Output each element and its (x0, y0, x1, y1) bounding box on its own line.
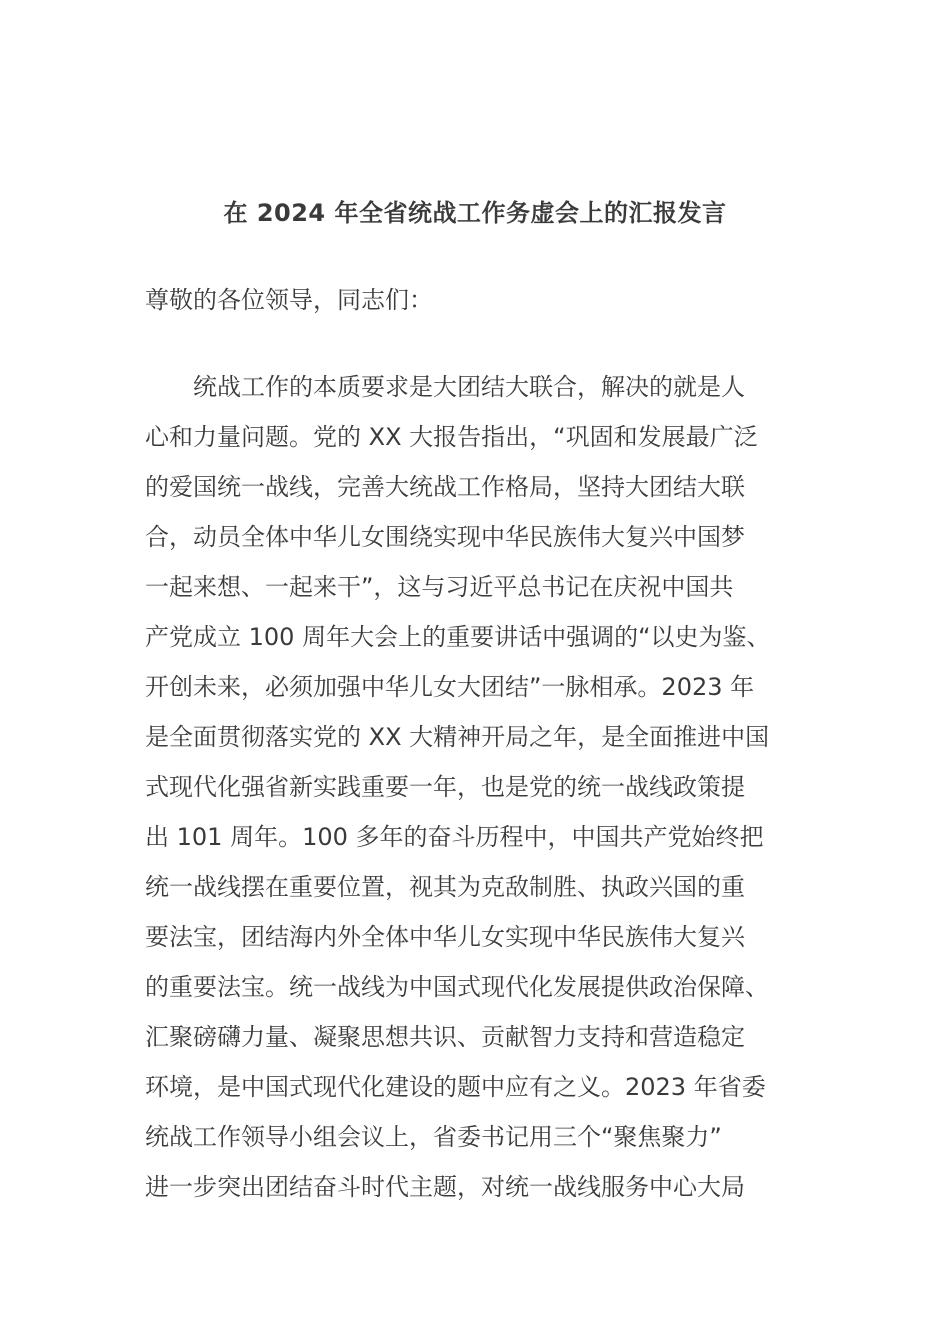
paragraph-line: 进一步突出团结奋斗时代主题，对统一战线服务中心大局 (145, 1173, 745, 1201)
paragraph-line: 一起来想、一起来干”，这与习近平总书记在庆祝中国共 (145, 573, 734, 601)
paragraph-line: 心和力量问题。党的 XX 大报告指出，“巩固和发展最广泛 (145, 423, 758, 451)
paragraph-line: 汇聚磅礴力量、凝聚思想共识、贡献智力支持和营造稳定 (145, 1023, 745, 1051)
body-paragraph (145, 362, 805, 1212)
paragraph-line: 式现代化强省新实践重要一年，也是党的统一战线政策提 (145, 773, 745, 801)
paragraph-line: 统战工作领导小组会议上，省委书记用三个“聚焦聚力” (145, 1123, 722, 1151)
paragraph-line: 统一战线摆在重要位置，视其为克敌制胜、执政兴国的重 (145, 873, 745, 901)
paragraph-line: 的重要法宝。统一战线为中国式现代化发展提供政治保障、 (145, 973, 769, 1001)
paragraph-line: 环境，是中国式现代化建设的题中应有之义。2023 年省委 (145, 1073, 766, 1101)
paragraph-line: 的爱国统一战线，完善大统战工作格局，坚持大团结大联 (145, 473, 745, 501)
paragraph-line: 要法宝，团结海内外全体中华儿女实现中华民族伟大复兴 (145, 923, 745, 951)
paragraph-line: 产党成立 100 周年大会上的重要讲话中强调的“以史为鉴、 (145, 623, 771, 651)
paragraph-line: 开创未来，必须加强中华儿女大团结”一脉相承。2023 年 (145, 673, 755, 701)
paragraph-line: 是全面贯彻落实党的 XX 大精神开局之年，是全面推进中国 (145, 723, 770, 751)
paragraph-line: 出 101 周年。100 多年的奋斗历程中，中国共产党始终把 (145, 823, 764, 851)
paragraph-line: 合，动员全体中华儿女围绕实现中华民族伟大复兴中国梦 (145, 523, 745, 551)
greeting-line: 尊敬的各位领导，同志们： (145, 286, 433, 314)
paragraph-line: 统战工作的本质要求是大团结大联合，解决的就是人 (145, 373, 745, 401)
document-title: 在 2024 年全省统战工作务虚会上的汇报发言 (223, 199, 727, 227)
